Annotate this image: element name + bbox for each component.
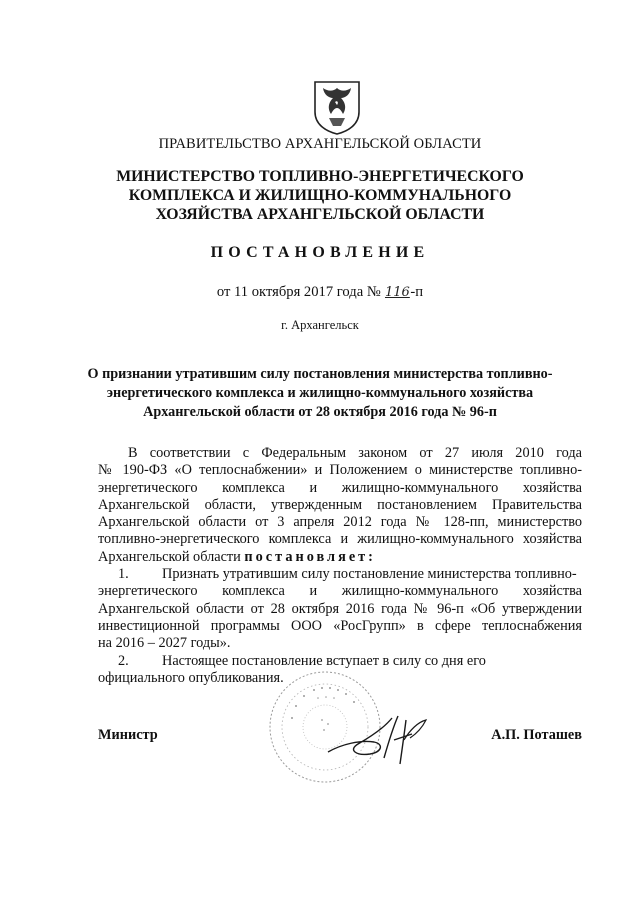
document-type: ПОСТАНОВЛЕНИЕ	[210, 244, 430, 261]
date-number-line	[0, 284, 640, 301]
body-line: В соответствии с Федеральным законом от 27 июля 2010 года	[128, 445, 582, 461]
body-line: Архангельской области, утвержденным постановлением Правительства	[98, 496, 582, 513]
body-line-text: Архангельской области	[98, 548, 241, 565]
city: г. Архангельск	[281, 318, 359, 332]
signatory-name: А.П. Поташев	[491, 727, 582, 743]
item-text: Признать утратившим силу постановление министерства топливно-	[162, 566, 577, 583]
item-text: Настоящее постановление вступает в силу со дня его	[162, 652, 486, 669]
government-title: ПРАВИТЕЛЬСТВО АРХАНГЕЛЬСКОЙ ОБЛАСТИ	[158, 136, 482, 152]
body-line: топливно-энергетического комплекса и жилищно-коммунального хозяйства	[98, 531, 582, 548]
number-suffix: -п	[410, 284, 424, 300]
body-line: Архангельской области от 3 апреля 2012 года № 128-пп, министерство	[98, 514, 582, 531]
item-number: 1.	[118, 566, 129, 583]
date-text: от 11 октября 2017 года №	[216, 284, 381, 300]
subject-line: энергетического комплекса и жилищно-коммунального хозяйства	[106, 385, 534, 401]
resolves-word: постановляет:	[244, 548, 376, 565]
signature-icon	[322, 700, 434, 774]
subject-line: Архангельской области от 28 октября 2016 года № 96-п	[143, 404, 497, 420]
ministry-line: ХОЗЯЙСТВА АРХАНГЕЛЬСКОЙ ОБЛАСТИ	[155, 206, 485, 223]
body-line: инвестиционной программы ООО «РосГрупп» в сфере теплоснабжения	[98, 617, 582, 634]
ministry-line: КОМПЛЕКСА И ЖИЛИЩНО-КОММУНАЛЬНОГО	[128, 187, 512, 204]
document-body	[98, 445, 582, 687]
body-line: № 190-ФЗ «О теплоснабжении» и Положением о министерстве топливно-	[98, 462, 582, 479]
body-line: энергетического комплекса и жилищно-коммунального хозяйства	[98, 479, 582, 496]
body-line: энергетического комплекса и жилищно-коммунального хозяйства	[98, 583, 582, 600]
body-line: официального опубликования.	[98, 669, 284, 686]
coat-of-arms-icon	[311, 78, 363, 136]
ministry-title	[0, 167, 640, 224]
subject-line: О признании утратившим силу постановления министерства топливно-	[87, 366, 553, 382]
signatory-position: Министр	[98, 727, 158, 743]
document-number: 116	[384, 285, 410, 300]
body-line: на 2016 – 2027 годы».	[98, 635, 231, 652]
item-number: 2.	[118, 652, 129, 669]
ministry-line: МИНИСТЕРСТВО ТОПЛИВНО-ЭНЕРГЕТИЧЕСКОГО	[116, 168, 524, 185]
body-line	[98, 549, 582, 566]
body-line: Архангельской области от 28 октября 2016 года № 96-п «Об утверждении	[98, 600, 582, 617]
document-subject	[0, 365, 640, 422]
item-1-first-line	[98, 566, 582, 583]
